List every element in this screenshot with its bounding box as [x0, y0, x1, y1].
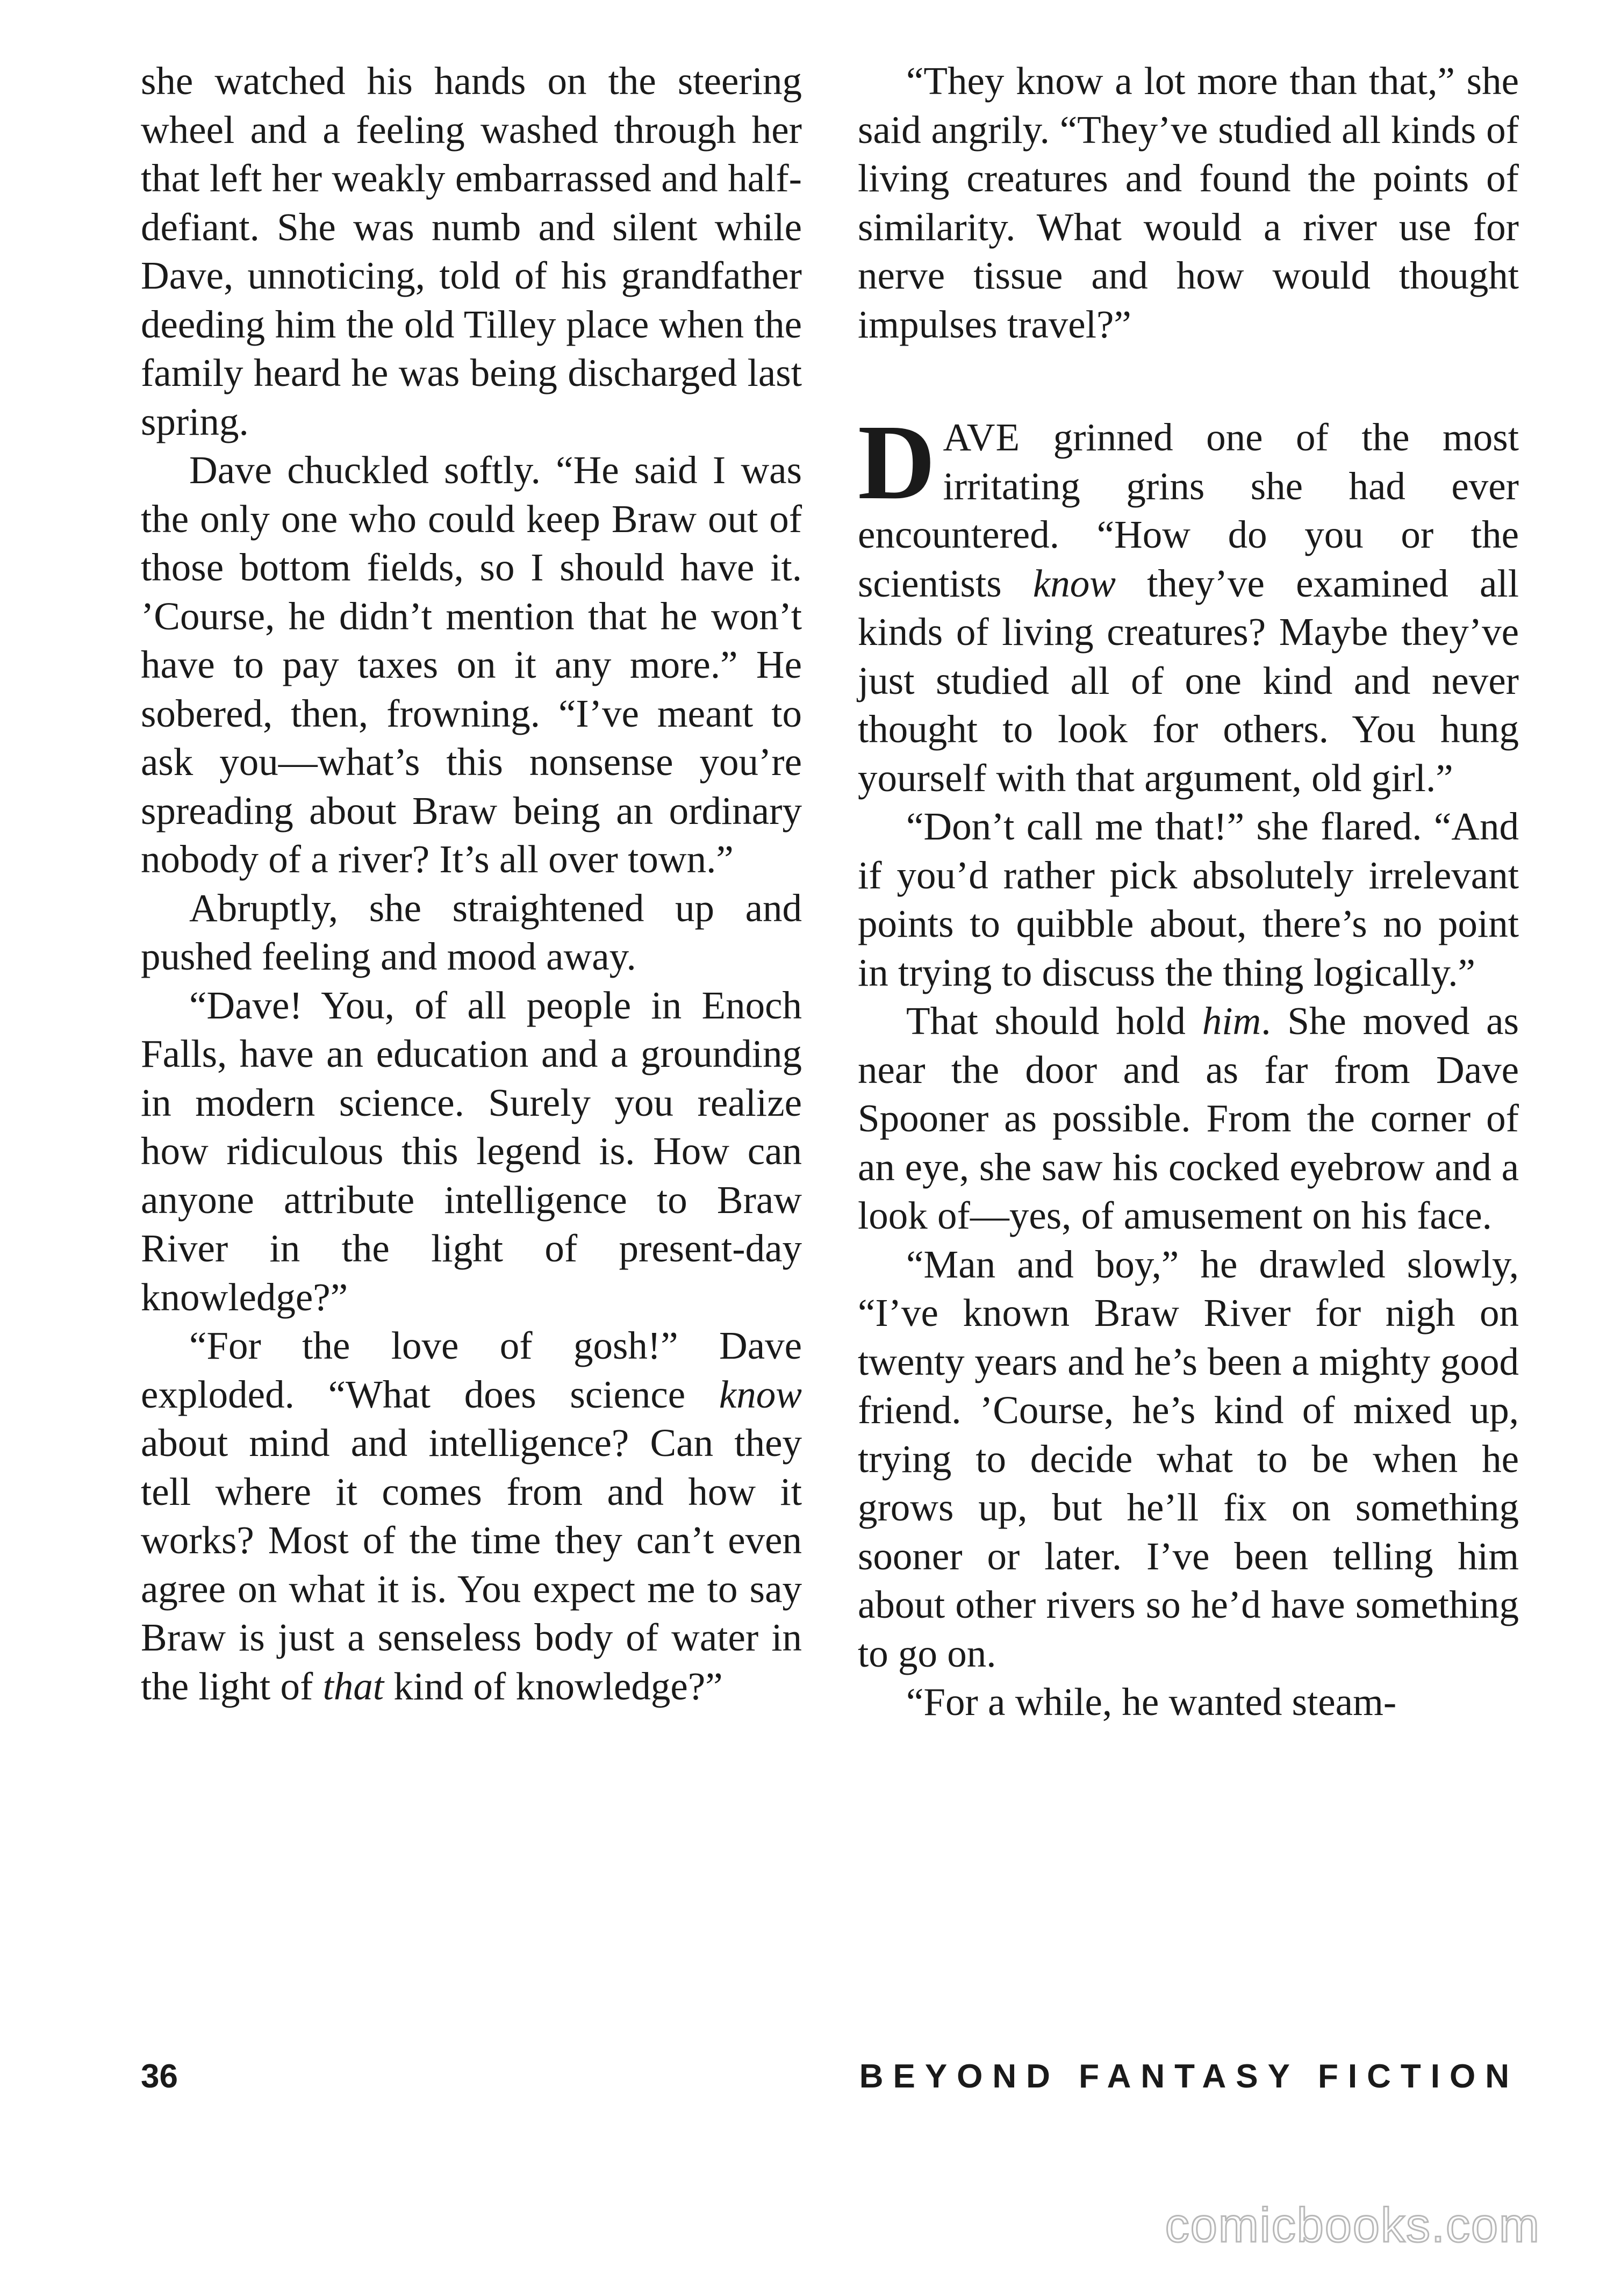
emphasis: know — [719, 1372, 802, 1416]
text-run: about mind and intelligence? Can they tell where it comes from and how it works? Most of the time they can’t even agree on what it is. You expect me to say Braw is just a senseless body of water in the light of — [141, 1421, 802, 1708]
paragraph: “Don’t call me that!” she flared. “And if you’d rather pick absolutely irrelevant points to quibble about, there’s no point in trying to discuss the thing logically.” — [858, 805, 1519, 994]
paragraph: “Man and boy,” he drawled slowly, “I’ve known Braw River for nigh on twenty years and he’s been a mighty good friend. ’Course, he’s kind of mixed up, trying to decide what to be when he grows up, but he’ll fix on something sooner or later. I’ve been telling him about other rivers so he’d have something to go on. — [858, 1242, 1519, 1675]
drop-cap: D — [858, 403, 936, 522]
text-run: . She moved as near the door and as far from Dave Spooner as possible. From the corner of an eye, she saw his cocked eyebrow and a look of—yes, of amusement on his face. — [858, 999, 1519, 1237]
paragraph: she watched his hands on the steering wheel and a feeling washed through her that left her weakly embarrassed and half-defiant. She was numb and silent while Dave, unnoticing, told of his grandfather deeding him the old Tilley place when the family heard he was being discharged last spring. — [141, 59, 802, 443]
watermark: comicbooks.com — [1165, 2199, 1540, 2252]
paragraph: Abruptly, she straightened up and pushed feeling and mood away. — [141, 886, 802, 978]
small-caps-word: AVE — [943, 415, 1021, 459]
page-number: 36 — [141, 2058, 178, 2095]
section-start-paragraph — [858, 403, 1519, 802]
page-footer — [141, 2057, 1519, 2106]
text-run: grinned one of the most irritating grins she had ever encountered. “How do you or the scientists — [858, 415, 1519, 605]
paragraph: “Dave! You, of all people in Enoch Falls, have an education and a grounding in modern science. Surely you realize how ridiculous this legend is. How can anyone attribute intelligence to Braw River in the light of present-day knowledge?” — [141, 983, 802, 1319]
paragraph: Dave chuckled softly. “He said I was the only one who could keep Braw out of those bottom fields, so I should have it. ’Course, he didn’t mention that he won’t have to pay taxes on it any more.” He sobered, then, frowning. “I’ve meant to ask you—what’s this nonsense you’re spreading about Braw being an ordinary nobody of a river? It’s all over town.” — [141, 448, 802, 881]
right-column — [858, 57, 1519, 1727]
magazine-title: BEYOND FANTASY FICTION — [859, 2058, 1519, 2095]
emphasis: him — [1202, 999, 1261, 1043]
left-column — [141, 57, 802, 1711]
text-run: they’ve examined all kinds of living creatures? Maybe they’ve just studied all of one kind and never thought to look for others. You hung yourself with that argument, old girl.” — [858, 561, 1519, 800]
emphasis: that — [322, 1664, 384, 1708]
text-run: kind of knowledge?” — [384, 1664, 723, 1708]
paragraph: “For a while, he wanted steam- — [906, 1680, 1397, 1724]
text-run: “For the love of gosh!” Dave exploded. “What does science — [141, 1324, 802, 1416]
paragraph: “They know a lot more than that,” she said angrily. “They’ve studied all kinds of living creatures and found the points of similarity. What would a river use for nerve tissue and how would thought impulses travel?” — [858, 59, 1519, 346]
text-run: That should hold — [906, 999, 1202, 1043]
paragraph — [858, 997, 1519, 1240]
emphasis: know — [1032, 561, 1116, 605]
paragraph — [141, 1322, 802, 1711]
